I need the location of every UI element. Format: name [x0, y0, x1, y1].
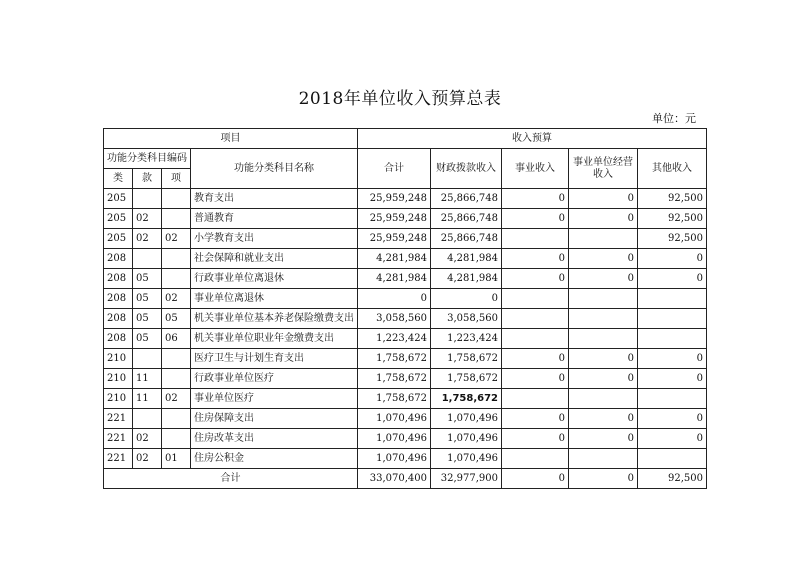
cell-lei: 205 [104, 229, 133, 249]
cell-xiang: 01 [162, 449, 191, 469]
cell-other: 0 [638, 429, 707, 449]
cell-fiscal: 1,070,496 [431, 429, 502, 449]
table-row [104, 289, 707, 309]
cell-total: 0 [358, 289, 431, 309]
cell-name: 住房改革支出 [191, 429, 358, 449]
cell-operating [569, 329, 638, 349]
cell-kuan: 02 [133, 229, 162, 249]
cell-xiang: 06 [162, 329, 191, 349]
cell-fiscal: 1,758,672 [431, 349, 502, 369]
cell-operating: 0 [569, 209, 638, 229]
cell-fiscal: 1,223,424 [431, 329, 502, 349]
cell-lei: 210 [104, 389, 133, 409]
cell-career [502, 289, 569, 309]
cell-kuan: 02 [133, 429, 162, 449]
cell-operating [569, 449, 638, 469]
table-row [104, 329, 707, 349]
footer-total: 33,070,400 [358, 469, 431, 489]
cell-career: 0 [502, 189, 569, 209]
cell-fiscal: 1,758,672 [431, 369, 502, 389]
cell-total: 25,959,248 [358, 229, 431, 249]
cell-name: 教育支出 [191, 189, 358, 209]
table-row [104, 209, 707, 229]
cell-xiang [162, 349, 191, 369]
cell-other: 92,500 [638, 229, 707, 249]
footer-label: 合计 [104, 469, 358, 489]
cell-kuan: 02 [133, 449, 162, 469]
cell-lei: 208 [104, 309, 133, 329]
unit-label: 单位：元 [652, 112, 696, 125]
cell-name: 住房保障支出 [191, 409, 358, 429]
cell-career: 0 [502, 369, 569, 389]
cell-xiang [162, 429, 191, 449]
cell-name: 行政事业单位医疗 [191, 369, 358, 389]
table-row [104, 389, 707, 409]
cell-fiscal: 25,866,748 [431, 229, 502, 249]
cell-lei: 205 [104, 189, 133, 209]
table-row [104, 449, 707, 469]
cell-kuan: 02 [133, 209, 162, 229]
header-func-code: 功能分类科目编码 [104, 149, 191, 169]
cell-operating [569, 389, 638, 409]
cell-total: 1,758,672 [358, 389, 431, 409]
cell-kuan [133, 409, 162, 429]
cell-fiscal: 0 [431, 289, 502, 309]
cell-name: 住房公积金 [191, 449, 358, 469]
cell-other [638, 309, 707, 329]
cell-lei: 208 [104, 289, 133, 309]
cell-kuan: 05 [133, 269, 162, 289]
cell-other: 0 [638, 409, 707, 429]
cell-name: 行政事业单位离退休 [191, 269, 358, 289]
cell-fiscal: 25,866,748 [431, 189, 502, 209]
cell-kuan: 05 [133, 309, 162, 329]
cell-other: 0 [638, 249, 707, 269]
header-func-name: 功能分类科目名称 [191, 149, 358, 189]
cell-operating: 0 [569, 189, 638, 209]
cell-total: 25,959,248 [358, 189, 431, 209]
cell-other [638, 389, 707, 409]
header-project: 项目 [104, 129, 358, 149]
cell-total: 1,070,496 [358, 409, 431, 429]
cell-other [638, 289, 707, 309]
cell-kuan: 05 [133, 289, 162, 309]
cell-operating: 0 [569, 409, 638, 429]
cell-total: 1,223,424 [358, 329, 431, 349]
footer-total-row [104, 469, 707, 489]
header-total: 合计 [358, 149, 431, 189]
cell-xiang [162, 189, 191, 209]
cell-kuan: 11 [133, 389, 162, 409]
cell-lei: 208 [104, 329, 133, 349]
header-kuan: 款 [133, 169, 162, 189]
cell-operating: 0 [569, 369, 638, 389]
budget-table [103, 128, 707, 489]
cell-name: 机关事业单位基本养老保险缴费支出 [191, 309, 358, 329]
cell-operating: 0 [569, 429, 638, 449]
cell-xiang: 02 [162, 289, 191, 309]
cell-career: 0 [502, 349, 569, 369]
cell-other: 0 [638, 269, 707, 289]
cell-career [502, 229, 569, 249]
cell-kuan: 05 [133, 329, 162, 349]
cell-xiang: 02 [162, 389, 191, 409]
header-revenue-budget: 收入预算 [358, 129, 707, 149]
header-xiang: 项 [162, 169, 191, 189]
cell-operating: 0 [569, 249, 638, 269]
header-other: 其他收入 [638, 149, 707, 189]
cell-career: 0 [502, 409, 569, 429]
cell-lei: 205 [104, 209, 133, 229]
header-fiscal: 财政拨款收入 [431, 149, 502, 189]
table-row [104, 269, 707, 289]
header-row-1 [104, 129, 707, 149]
cell-xiang [162, 249, 191, 269]
cell-career: 0 [502, 209, 569, 229]
cell-kuan: 11 [133, 369, 162, 389]
cell-lei: 208 [104, 269, 133, 289]
cell-fiscal: 4,281,984 [431, 269, 502, 289]
header-operating: 事业单位经营收入 [569, 149, 638, 189]
cell-total: 1,070,496 [358, 429, 431, 449]
table-row [104, 229, 707, 249]
cell-lei: 221 [104, 409, 133, 429]
cell-operating: 0 [569, 269, 638, 289]
cell-xiang [162, 209, 191, 229]
cell-career [502, 389, 569, 409]
cell-lei: 221 [104, 429, 133, 449]
cell-name: 社会保障和就业支出 [191, 249, 358, 269]
cell-xiang: 02 [162, 229, 191, 249]
cell-fiscal: 1,758,672 [431, 389, 502, 409]
cell-fiscal: 3,058,560 [431, 309, 502, 329]
table-row [104, 349, 707, 369]
table-row [104, 369, 707, 389]
cell-lei: 210 [104, 369, 133, 389]
cell-xiang [162, 269, 191, 289]
table-row [104, 189, 707, 209]
cell-name: 机关事业单位职业年金缴费支出 [191, 329, 358, 349]
cell-total: 4,281,984 [358, 249, 431, 269]
cell-lei: 210 [104, 349, 133, 369]
cell-career [502, 329, 569, 349]
cell-career [502, 449, 569, 469]
cell-name: 小学教育支出 [191, 229, 358, 249]
cell-operating: 0 [569, 349, 638, 369]
cell-career: 0 [502, 269, 569, 289]
cell-other [638, 449, 707, 469]
table-row [104, 429, 707, 449]
cell-total: 3,058,560 [358, 309, 431, 329]
cell-career: 0 [502, 429, 569, 449]
cell-lei: 221 [104, 449, 133, 469]
cell-total: 1,070,496 [358, 449, 431, 469]
table-row [104, 409, 707, 429]
cell-kuan [133, 249, 162, 269]
footer-fiscal: 32,977,900 [431, 469, 502, 489]
table-row [104, 249, 707, 269]
cell-name: 事业单位医疗 [191, 389, 358, 409]
cell-operating [569, 289, 638, 309]
footer-career: 0 [502, 469, 569, 489]
cell-fiscal: 1,070,496 [431, 449, 502, 469]
cell-other: 92,500 [638, 189, 707, 209]
cell-kuan [133, 349, 162, 369]
cell-other: 0 [638, 349, 707, 369]
cell-total: 1,758,672 [358, 369, 431, 389]
header-lei: 类 [104, 169, 133, 189]
cell-xiang [162, 369, 191, 389]
cell-career: 0 [502, 249, 569, 269]
cell-career [502, 309, 569, 329]
footer-operating: 0 [569, 469, 638, 489]
cell-fiscal: 4,281,984 [431, 249, 502, 269]
cell-name: 医疗卫生与计划生育支出 [191, 349, 358, 369]
page-title: 2018年单位收入预算总表 [298, 89, 502, 109]
header-row-2 [104, 149, 707, 169]
cell-total: 4,281,984 [358, 269, 431, 289]
cell-other [638, 329, 707, 349]
cell-name: 普通教育 [191, 209, 358, 229]
cell-xiang: 05 [162, 309, 191, 329]
header-career: 事业收入 [502, 149, 569, 189]
cell-xiang [162, 409, 191, 429]
cell-other: 0 [638, 369, 707, 389]
cell-kuan [133, 189, 162, 209]
cell-total: 1,758,672 [358, 349, 431, 369]
cell-other: 92,500 [638, 209, 707, 229]
cell-lei: 208 [104, 249, 133, 269]
cell-operating [569, 229, 638, 249]
cell-total: 25,959,248 [358, 209, 431, 229]
footer-other: 92,500 [638, 469, 707, 489]
cell-name: 事业单位离退休 [191, 289, 358, 309]
table-row [104, 309, 707, 329]
cell-fiscal: 25,866,748 [431, 209, 502, 229]
cell-fiscal: 1,070,496 [431, 409, 502, 429]
cell-operating [569, 309, 638, 329]
